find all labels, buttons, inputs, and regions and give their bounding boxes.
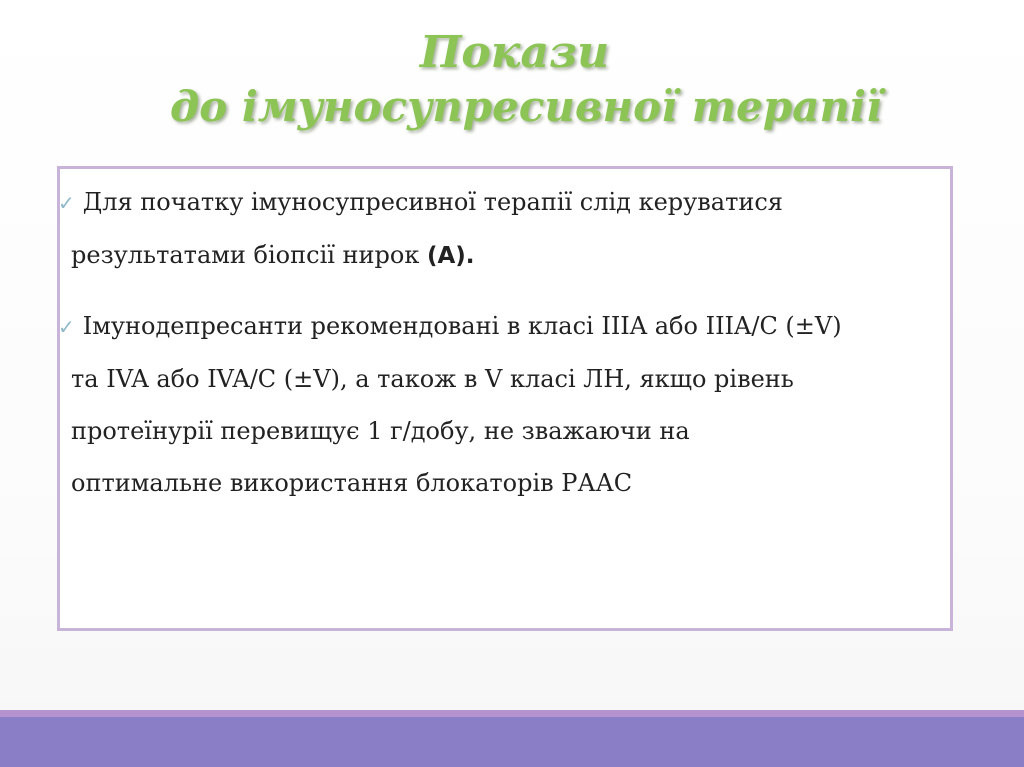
bullet-line (58, 176, 918, 229)
slide-title (0, 26, 1024, 134)
evidence-grade: (A). (426, 243, 475, 269)
bullet-item (58, 300, 938, 509)
bullet-item (58, 176, 918, 282)
footer-accent-line (0, 710, 1024, 717)
footer-band (0, 710, 1024, 767)
checkmark-icon: ✓ (58, 315, 75, 339)
bullet-line (58, 300, 938, 353)
bullet-line (58, 229, 918, 282)
checkmark-icon: ✓ (58, 191, 75, 215)
bullet-text: Імунодепресанти рекомендовані в класі IIIA або IIIA/C (±V) (82, 312, 842, 340)
title-line-1: Покази (419, 27, 610, 78)
bullet-line: та IVA або IVA/C (±V), а також в V класі ЛН, якщо рівень (71, 365, 794, 393)
title-line-2: до імуносупресивної терапії (170, 82, 882, 131)
bullet-text: Для початку імуносупресивної терапії слід керуватися (82, 188, 783, 216)
bullet-line: протеїнурії перевищує 1 г/добу, не зважаючи на (71, 417, 690, 445)
bullet-line: оптимальне використання блокаторів РААС (71, 469, 633, 497)
bullet-text: результатами біопсії нирок (71, 241, 427, 269)
